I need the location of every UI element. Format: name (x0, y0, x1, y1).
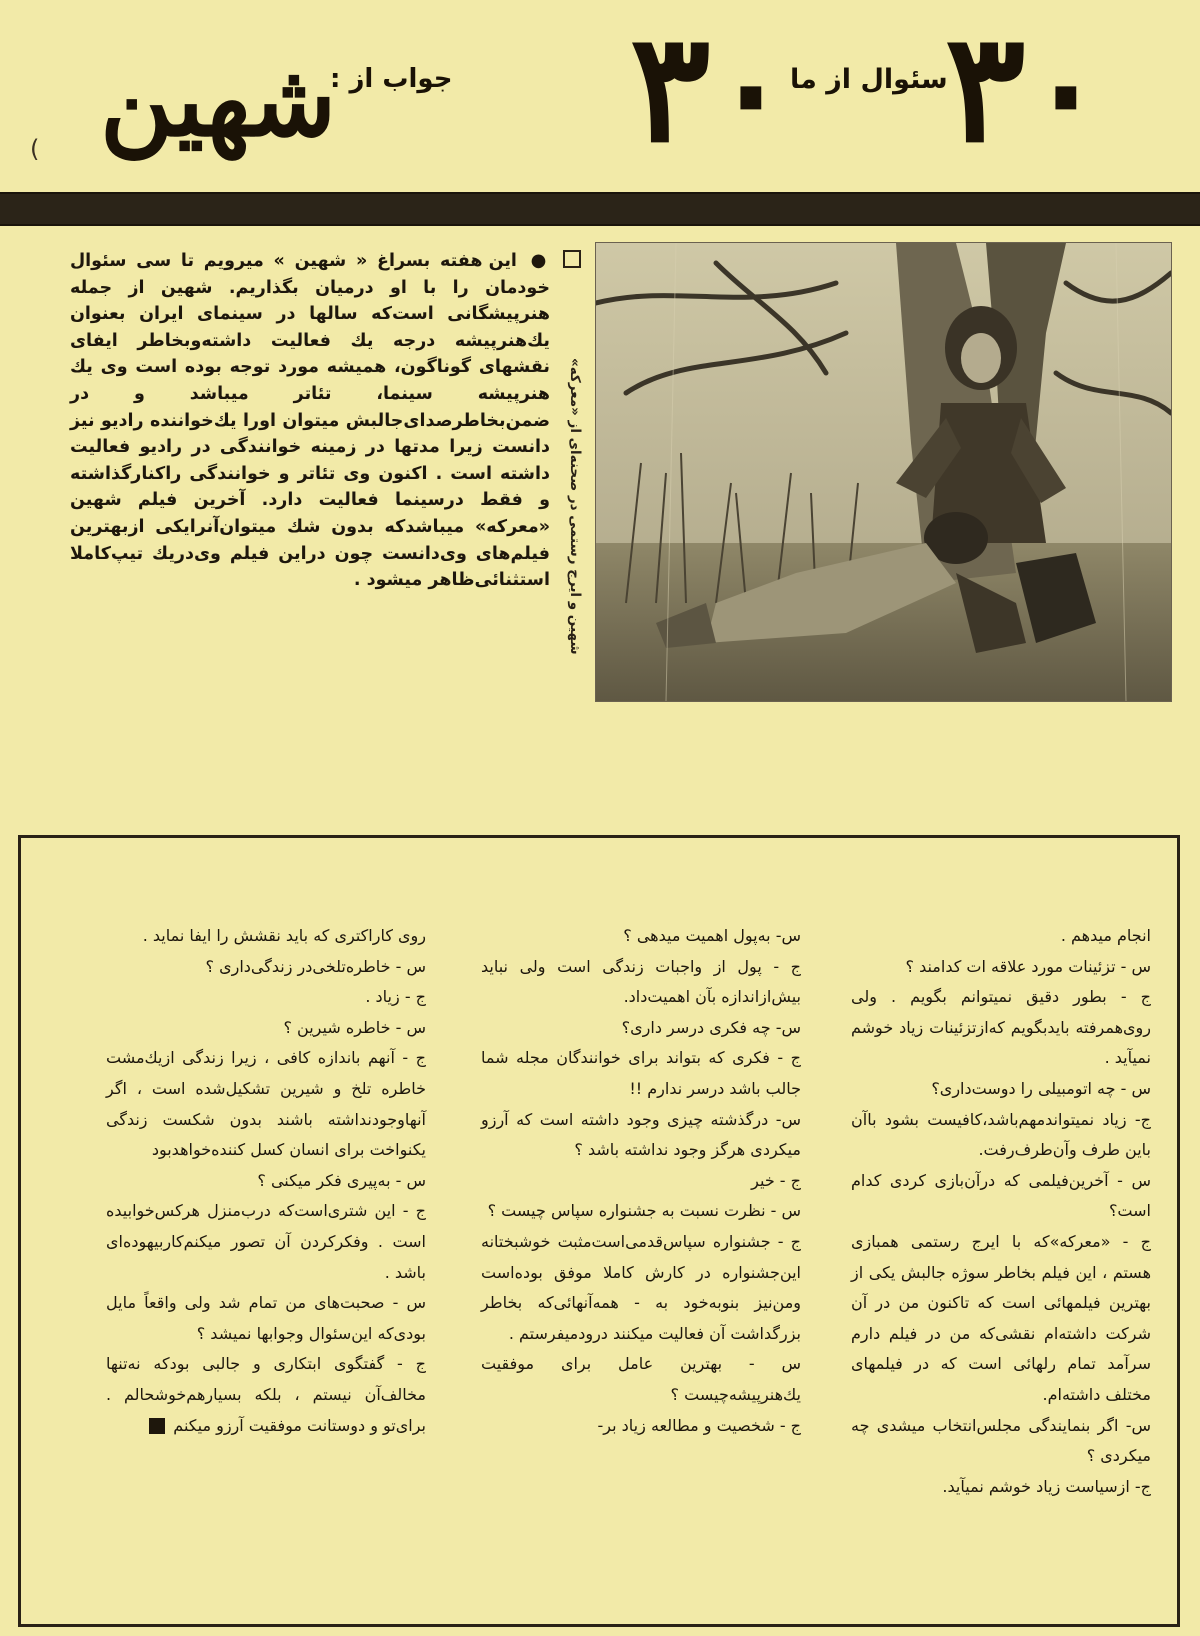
count-left: ۳۰ (630, 0, 792, 176)
qa-line: س - صحبت‌های من تمام شد ولی واقعاً مایل بودی‌که این‌سئوال وجوابها نمیشد ؟ (106, 1293, 426, 1343)
qa-line-last (106, 1349, 426, 1441)
qa-line: ج - فکری که بتواند برای خوانندگان مجله شما جالب باشد درسر ندارم !! (481, 1048, 801, 1098)
interviewee-name: شهین (100, 41, 337, 159)
qa-line: ج - «معرکه»که با ایرج رستمی همبازی هستم ، این فیلم بخاطر سوژه جالبش یکی از بهترین فیلمهائی است که تاکنون من در آن شرکت داشته‌ام نقشی‌که من در فیلم دارم سرآمد تمام رلهائی است که در فیلمهای مختلف داشته‌ام. (851, 1231, 1151, 1404)
intro-text: این هفته بسراغ « شهین » میرویم تا سی سئوال خودمان را با او درمیان بگذاریم. شهین از جمله هنرپیشگانی است‌که سالها در سینمای ایران بعنوان یك‌هنرپیشه درجه یك فعالیت داشته‌وبخاطر ایفای نقشهای گوناگون، همیشه مورد توجه بوده است وی یك هنرپیشه سینما، تئاتر میباشد و در ضمن‌بخاطرصدای‌جالبش میتوان اورا یك‌خواننده رادیو نیز دانست زیرا مدتها در زمینه خوانندگی در رادیو فعالیت داشته است . اکنون وی تئاتر و خوانندگی راکنارگذاشته و فقط درسینما فعالیت دارد. آخرین فیلم شهین «معرکه» میباشدکه بدون شك میتوان‌آنرایکی ازبهترین فیلم‌های وی‌دانست چون دراین فیلم وی‌دریك تیپ‌کاملا استثنائی‌ظاهر میشود . (70, 251, 550, 591)
qa-line: انجام میدهم . (1060, 926, 1151, 945)
interview-box (18, 835, 1180, 1627)
qa-line: س - آخرین‌فیلمی که درآن‌بازی کردی کدام است؟ (851, 1170, 1151, 1221)
photo-caption: شهین و ایرج رستمی در صحنه‌ای از «معرکه» (567, 358, 583, 655)
qa-line: س - خاطره‌تلخی‌در زندگی‌داری ؟ (205, 956, 426, 976)
interview-column-middle (481, 921, 801, 1441)
corner-mark-icon: ( (30, 135, 40, 163)
qa-line: س - چه اتومبیلی را دوست‌داری؟ (931, 1078, 1151, 1098)
count-right: ۳۰ (945, 0, 1107, 176)
qa-line: س - به‌پیری فکر میکنی ؟ (257, 1170, 426, 1190)
qa-line: روی کاراکتری که باید نقشش را ایفا نماید . (142, 926, 426, 945)
page-header (0, 0, 1200, 190)
questions-from-us-label: سئوال از ما (790, 64, 948, 95)
end-square-icon (149, 1418, 165, 1434)
qa-line-last-text: ج - گفتگوی ابتکاری و جالبی بودکه نه‌تنها مخالف‌آن نیستم ، بلکه بسیارهم‌خوشحالم . برای‌تو و دوستانت موفقیت آرزو میکنم (106, 1354, 426, 1435)
qa-line: ج - زیاد . (365, 987, 426, 1007)
qa-line: س- اگر بنمایندگی مجلس‌انتخاب میشدی چه میکردی ؟ (851, 1415, 1151, 1466)
qa-line: س - نظرت نسبت به جشنواره سپاس چیست ؟ (487, 1201, 801, 1221)
qa-line: س - خاطره شیرین ؟ (283, 1017, 426, 1037)
film-still-photo (595, 242, 1172, 702)
qa-line: ج - این شتری‌است‌که درب‌منزل هرکس‌خوابیده است . وفکرکردن آن تصور میکنم‌کاربیهوده‌ای باشد . (106, 1201, 426, 1282)
qa-line: ج - جشنواره سپاس‌قدمی‌است‌مثبت خوشبختانه این‌جشنواره در کارش کاملا موفق بوده‌است ومن‌نیز بنوبه‌خود به - همه‌آنهائی‌که بخاطر بزرگداشت آن فعالیت میکنند درودمیفرستم . (481, 1231, 801, 1343)
qa-line: ج- زیاد نمیتواندمهم‌باشد،کافیست بشود باآن باین طرف وآن‌طرف‌رفت. (851, 1109, 1151, 1160)
intro-paragraph (70, 248, 550, 594)
caption-box-icon (563, 250, 581, 268)
qa-line: ج - آنهم باندازه کافی ، زیرا زندگی ازیك‌مشت خاطره تلخ و شیرین تشکیل‌شده است ، اگر آنهاوجودنداشته باشند بدون شکست زندگی یکنواخت برای انسان کسل کننده‌خواهدبود (106, 1048, 426, 1160)
bullet-icon: ● (530, 250, 551, 271)
header-rule (0, 192, 1200, 226)
interview-column-left (106, 921, 426, 1441)
qa-line: ج - خیر (751, 1170, 801, 1190)
qa-line: س- درگذشته چیزی وجود داشته است که آرزو میکردی هرگز وجود نداشته باشد ؟ (481, 1109, 801, 1160)
answer-from-label: جواب از : (330, 64, 453, 94)
qa-line: س - تزئینات مورد علاقه ات کدامند ؟ (905, 956, 1151, 976)
qa-line: س - بهترین عامل برای موفقیت یك‌هنرپیشه‌چیست ؟ (481, 1354, 801, 1404)
qa-line: س- چه فکری درسر داری؟ (621, 1017, 801, 1037)
qa-line: ج - پول از واجبات زندگی است ولی نباید بیش‌ازاندازه بآن اهمیت‌داد. (481, 956, 801, 1007)
film-still-illustration (596, 243, 1171, 701)
qa-line: ج- ازسیاست زیاد خوشم نمیآید. (942, 1476, 1151, 1496)
qa-line: ج - شخصیت و مطالعه زیاد بر- (597, 1415, 801, 1435)
qa-line: س- به‌پول اهمیت میدهی ؟ (623, 926, 801, 945)
qa-line: ج - بطور دقیق نمیتوانم بگویم . ولی روی‌همرفته بایدبگویم که‌ازتزئینات زیاد خوشم نمیآید . (851, 987, 1151, 1068)
interview-column-right (851, 921, 1151, 1502)
